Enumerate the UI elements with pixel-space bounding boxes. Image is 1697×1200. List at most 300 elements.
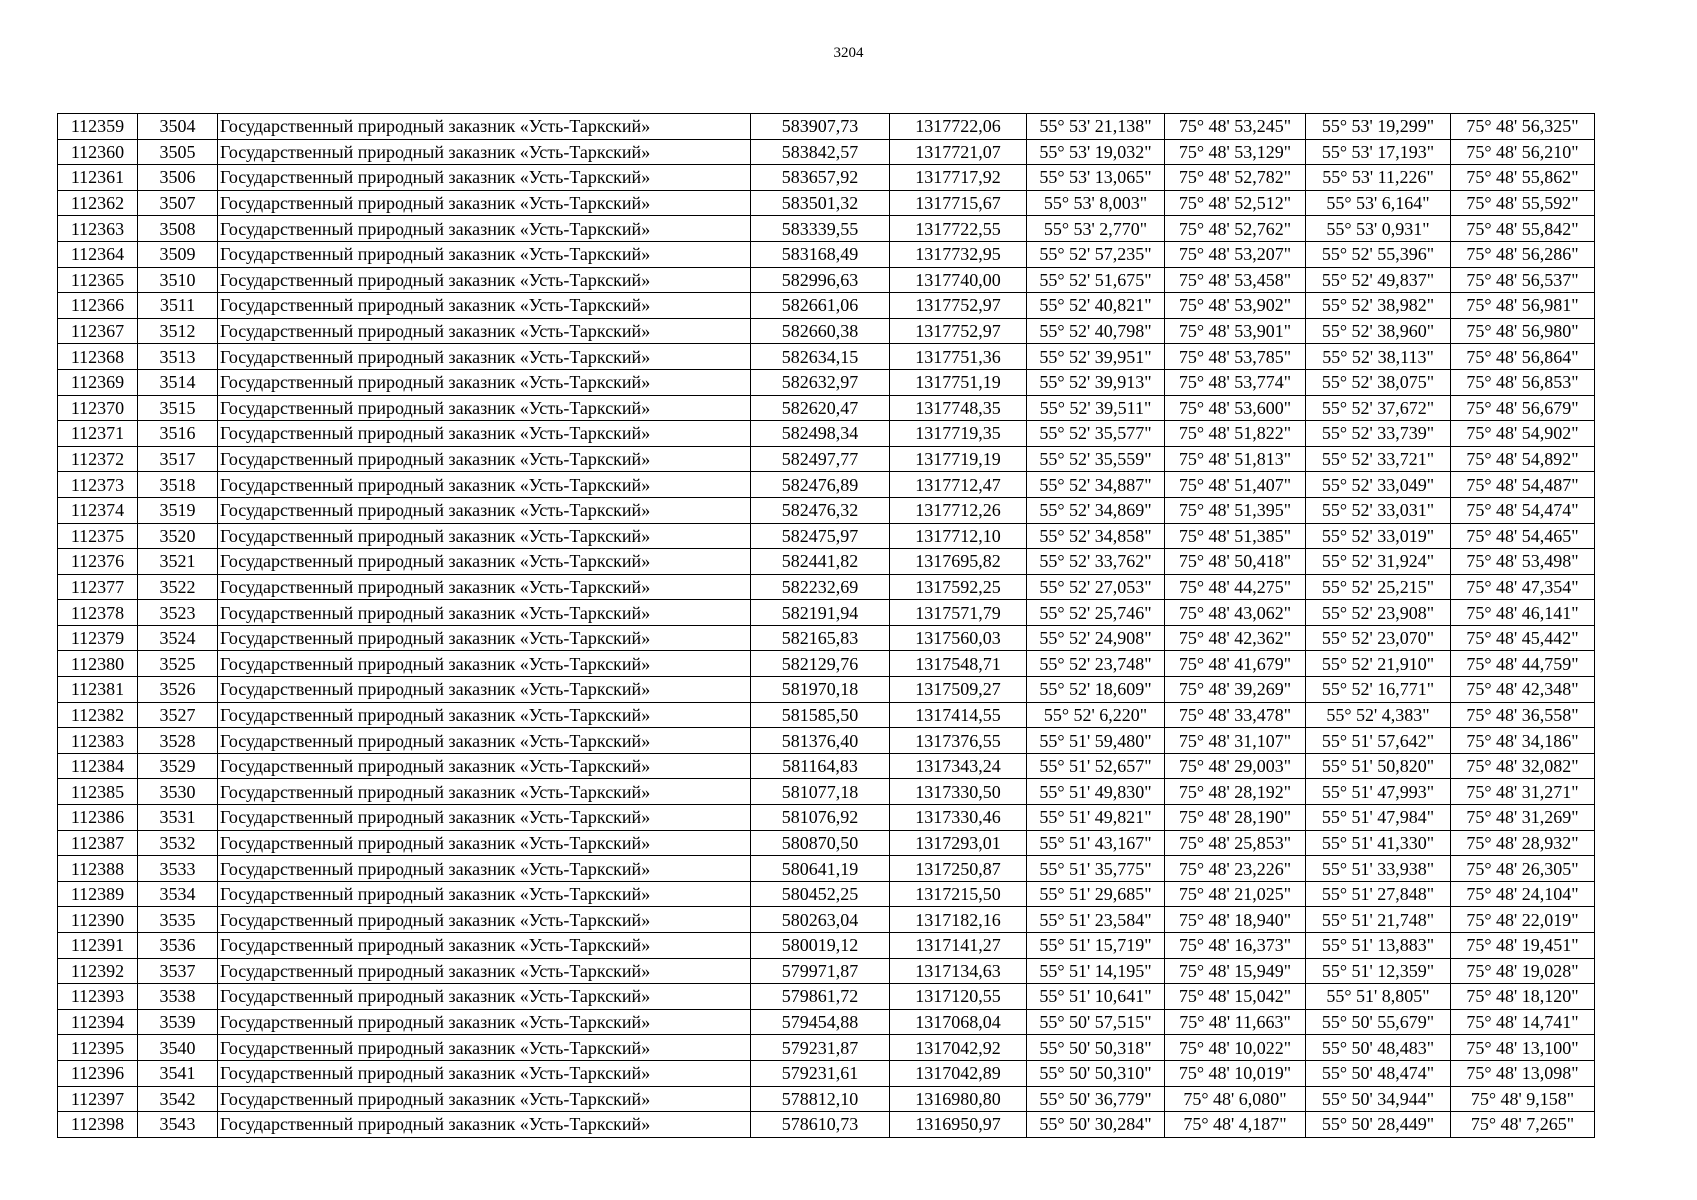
x-coordinate-cell: 581970,18 [751,677,890,703]
point-number-cell: 3507 [138,190,218,216]
table-row [58,728,1595,754]
row-id-cell: 112390 [58,907,138,933]
point-number-cell: 3520 [138,523,218,549]
longitude-cell: 75° 48' 28,190" [1165,805,1306,831]
row-id-cell: 112359 [58,114,138,140]
y-coordinate-cell: 1317717,92 [890,165,1027,191]
object-name-cell: Государственный природный заказник «Усть-Таркский» [218,805,751,831]
x-coordinate-cell: 579231,87 [751,1035,890,1061]
x-coordinate-cell: 581164,83 [751,753,890,779]
point-number-cell: 3504 [138,114,218,140]
table-body [58,114,1595,1138]
y-coordinate-cell: 1317509,27 [890,677,1027,703]
point-number-cell: 3540 [138,1035,218,1061]
table-row [58,1112,1595,1138]
object-name-cell: Государственный природный заказник «Усть-Таркский» [218,369,751,395]
point-number-cell: 3531 [138,805,218,831]
longitude-alt-cell: 75° 48' 56,210" [1451,139,1595,165]
longitude-cell: 75° 48' 53,207" [1165,241,1306,267]
row-id-cell: 112382 [58,702,138,728]
point-number-cell: 3510 [138,267,218,293]
object-name-cell: Государственный природный заказник «Усть-Таркский» [218,114,751,140]
row-id-cell: 112388 [58,856,138,882]
object-name-cell: Государственный природный заказник «Усть-Таркский» [218,574,751,600]
row-id-cell: 112374 [58,497,138,523]
point-number-cell: 3537 [138,958,218,984]
table-row [58,446,1595,472]
table-row [58,805,1595,831]
latitude-alt-cell: 55° 51' 12,359" [1306,958,1451,984]
latitude-alt-cell: 55° 52' 23,908" [1306,600,1451,626]
longitude-alt-cell: 75° 48' 26,305" [1451,856,1595,882]
latitude-cell: 55° 52' 35,577" [1027,421,1165,447]
y-coordinate-cell: 1317330,46 [890,805,1027,831]
longitude-cell: 75° 48' 23,226" [1165,856,1306,882]
x-coordinate-cell: 581077,18 [751,779,890,805]
longitude-cell: 75° 48' 53,600" [1165,395,1306,421]
latitude-alt-cell: 55° 52' 33,049" [1306,472,1451,498]
point-number-cell: 3522 [138,574,218,600]
row-id-cell: 112391 [58,933,138,959]
longitude-cell: 75° 48' 53,901" [1165,318,1306,344]
latitude-cell: 55° 53' 21,138" [1027,114,1165,140]
point-number-cell: 3541 [138,1060,218,1086]
row-id-cell: 112387 [58,830,138,856]
table-row [58,753,1595,779]
point-number-cell: 3523 [138,600,218,626]
point-number-cell: 3538 [138,984,218,1010]
latitude-cell: 55° 51' 49,830" [1027,779,1165,805]
longitude-cell: 75° 48' 52,762" [1165,216,1306,242]
point-number-cell: 3529 [138,753,218,779]
x-coordinate-cell: 582497,77 [751,446,890,472]
longitude-alt-cell: 75° 48' 54,465" [1451,523,1595,549]
row-id-cell: 112376 [58,549,138,575]
latitude-cell: 55° 50' 50,310" [1027,1060,1165,1086]
x-coordinate-cell: 580870,50 [751,830,890,856]
x-coordinate-cell: 580019,12 [751,933,890,959]
latitude-alt-cell: 55° 50' 55,679" [1306,1009,1451,1035]
object-name-cell: Государственный природный заказник «Усть-Таркский» [218,1112,751,1138]
longitude-alt-cell: 75° 48' 28,932" [1451,830,1595,856]
longitude-cell: 75° 48' 18,940" [1165,907,1306,933]
y-coordinate-cell: 1317215,50 [890,881,1027,907]
x-coordinate-cell: 582660,38 [751,318,890,344]
latitude-alt-cell: 55° 51' 27,848" [1306,881,1451,907]
object-name-cell: Государственный природный заказник «Усть-Таркский» [218,958,751,984]
x-coordinate-cell: 582191,94 [751,600,890,626]
latitude-cell: 55° 51' 29,685" [1027,881,1165,907]
longitude-cell: 75° 48' 51,395" [1165,497,1306,523]
longitude-cell: 75° 48' 6,080" [1165,1086,1306,1112]
row-id-cell: 112389 [58,881,138,907]
latitude-cell: 55° 52' 39,511" [1027,395,1165,421]
row-id-cell: 112361 [58,165,138,191]
row-id-cell: 112370 [58,395,138,421]
latitude-alt-cell: 55° 51' 33,938" [1306,856,1451,882]
row-id-cell: 112363 [58,216,138,242]
latitude-alt-cell: 55° 52' 38,960" [1306,318,1451,344]
table-row [58,165,1595,191]
x-coordinate-cell: 582634,15 [751,344,890,370]
latitude-alt-cell: 55° 51' 8,805" [1306,984,1451,1010]
table-row [58,139,1595,165]
object-name-cell: Государственный природный заказник «Усть-Таркский» [218,1086,751,1112]
x-coordinate-cell: 581076,92 [751,805,890,831]
table-row [58,523,1595,549]
object-name-cell: Государственный природный заказник «Усть-Таркский» [218,421,751,447]
point-number-cell: 3517 [138,446,218,472]
y-coordinate-cell: 1317042,92 [890,1035,1027,1061]
object-name-cell: Государственный природный заказник «Усть-Таркский» [218,600,751,626]
y-coordinate-cell: 1317752,97 [890,318,1027,344]
latitude-cell: 55° 52' 35,559" [1027,446,1165,472]
y-coordinate-cell: 1317250,87 [890,856,1027,882]
x-coordinate-cell: 582441,82 [751,549,890,575]
y-coordinate-cell: 1317719,19 [890,446,1027,472]
y-coordinate-cell: 1317740,00 [890,267,1027,293]
object-name-cell: Государственный природный заказник «Усть-Таркский» [218,216,751,242]
longitude-alt-cell: 75° 48' 9,158" [1451,1086,1595,1112]
longitude-alt-cell: 75° 48' 44,759" [1451,651,1595,677]
y-coordinate-cell: 1317414,55 [890,702,1027,728]
point-number-cell: 3515 [138,395,218,421]
longitude-cell: 75° 48' 51,407" [1165,472,1306,498]
latitude-alt-cell: 55° 52' 25,215" [1306,574,1451,600]
longitude-alt-cell: 75° 48' 55,862" [1451,165,1595,191]
y-coordinate-cell: 1317751,19 [890,369,1027,395]
row-id-cell: 112373 [58,472,138,498]
point-number-cell: 3521 [138,549,218,575]
y-coordinate-cell: 1317722,06 [890,114,1027,140]
longitude-alt-cell: 75° 48' 56,853" [1451,369,1595,395]
longitude-alt-cell: 75° 48' 56,537" [1451,267,1595,293]
longitude-alt-cell: 75° 48' 54,902" [1451,421,1595,447]
table-row [58,779,1595,805]
object-name-cell: Государственный природный заказник «Усть-Таркский» [218,344,751,370]
longitude-alt-cell: 75° 48' 46,141" [1451,600,1595,626]
longitude-cell: 75° 48' 15,949" [1165,958,1306,984]
row-id-cell: 112372 [58,446,138,472]
y-coordinate-cell: 1317548,71 [890,651,1027,677]
x-coordinate-cell: 583907,73 [751,114,890,140]
object-name-cell: Государственный природный заказник «Усть-Таркский» [218,753,751,779]
longitude-alt-cell: 75° 48' 18,120" [1451,984,1595,1010]
row-id-cell: 112398 [58,1112,138,1138]
object-name-cell: Государственный природный заказник «Усть-Таркский» [218,830,751,856]
latitude-cell: 55° 51' 15,719" [1027,933,1165,959]
y-coordinate-cell: 1317721,07 [890,139,1027,165]
latitude-alt-cell: 55° 50' 34,944" [1306,1086,1451,1112]
x-coordinate-cell: 582232,69 [751,574,890,600]
latitude-alt-cell: 55° 52' 38,982" [1306,293,1451,319]
table-row [58,984,1595,1010]
longitude-alt-cell: 75° 48' 56,981" [1451,293,1595,319]
longitude-cell: 75° 48' 44,275" [1165,574,1306,600]
row-id-cell: 112380 [58,651,138,677]
longitude-alt-cell: 75° 48' 56,286" [1451,241,1595,267]
y-coordinate-cell: 1317732,95 [890,241,1027,267]
longitude-alt-cell: 75° 48' 53,498" [1451,549,1595,575]
object-name-cell: Государственный природный заказник «Усть-Таркский» [218,881,751,907]
row-id-cell: 112396 [58,1060,138,1086]
row-id-cell: 112368 [58,344,138,370]
coordinates-table [57,113,1595,1138]
y-coordinate-cell: 1317120,55 [890,984,1027,1010]
x-coordinate-cell: 582165,83 [751,625,890,651]
x-coordinate-cell: 579861,72 [751,984,890,1010]
latitude-cell: 55° 50' 50,318" [1027,1035,1165,1061]
longitude-alt-cell: 75° 48' 19,451" [1451,933,1595,959]
y-coordinate-cell: 1317376,55 [890,728,1027,754]
latitude-cell: 55° 52' 39,951" [1027,344,1165,370]
table-row [58,881,1595,907]
object-name-cell: Государственный природный заказник «Усть-Таркский» [218,1060,751,1086]
longitude-alt-cell: 75° 48' 13,098" [1451,1060,1595,1086]
object-name-cell: Государственный природный заказник «Усть-Таркский» [218,293,751,319]
x-coordinate-cell: 579231,61 [751,1060,890,1086]
y-coordinate-cell: 1317571,79 [890,600,1027,626]
object-name-cell: Государственный природный заказник «Усть-Таркский» [218,497,751,523]
latitude-alt-cell: 55° 52' 38,113" [1306,344,1451,370]
latitude-alt-cell: 55° 51' 50,820" [1306,753,1451,779]
x-coordinate-cell: 582620,47 [751,395,890,421]
point-number-cell: 3511 [138,293,218,319]
row-id-cell: 112393 [58,984,138,1010]
x-coordinate-cell: 580263,04 [751,907,890,933]
page-number: 3204 [833,45,864,61]
row-id-cell: 112384 [58,753,138,779]
object-name-cell: Государственный природный заказник «Усть-Таркский» [218,702,751,728]
table-row [58,600,1595,626]
x-coordinate-cell: 580452,25 [751,881,890,907]
object-name-cell: Государственный природный заказник «Усть-Таркский» [218,139,751,165]
longitude-alt-cell: 75° 48' 19,028" [1451,958,1595,984]
object-name-cell: Государственный природный заказник «Усть-Таркский» [218,1009,751,1035]
latitude-alt-cell: 55° 51' 57,642" [1306,728,1451,754]
table-row [58,651,1595,677]
x-coordinate-cell: 583339,55 [751,216,890,242]
latitude-cell: 55° 52' 40,798" [1027,318,1165,344]
row-id-cell: 112365 [58,267,138,293]
row-id-cell: 112381 [58,677,138,703]
table-row [58,241,1595,267]
table-row [58,625,1595,651]
latitude-alt-cell: 55° 52' 33,019" [1306,523,1451,549]
latitude-alt-cell: 55° 52' 38,075" [1306,369,1451,395]
x-coordinate-cell: 579971,87 [751,958,890,984]
object-name-cell: Государственный природный заказник «Усть-Таркский» [218,523,751,549]
latitude-cell: 55° 50' 36,779" [1027,1086,1165,1112]
y-coordinate-cell: 1317715,67 [890,190,1027,216]
longitude-cell: 75° 48' 33,478" [1165,702,1306,728]
latitude-alt-cell: 55° 52' 21,910" [1306,651,1451,677]
longitude-alt-cell: 75° 48' 32,082" [1451,753,1595,779]
table-row [58,293,1595,319]
table-row [58,267,1595,293]
latitude-cell: 55° 52' 40,821" [1027,293,1165,319]
row-id-cell: 112377 [58,574,138,600]
longitude-alt-cell: 75° 48' 24,104" [1451,881,1595,907]
y-coordinate-cell: 1317293,01 [890,830,1027,856]
y-coordinate-cell: 1317330,50 [890,779,1027,805]
object-name-cell: Государственный природный заказник «Усть-Таркский» [218,395,751,421]
object-name-cell: Государственный природный заказник «Усть-Таркский» [218,856,751,882]
x-coordinate-cell: 582661,06 [751,293,890,319]
row-id-cell: 112360 [58,139,138,165]
table-row [58,958,1595,984]
table-row [58,344,1595,370]
row-id-cell: 112369 [58,369,138,395]
longitude-alt-cell: 75° 48' 42,348" [1451,677,1595,703]
latitude-cell: 55° 52' 57,235" [1027,241,1165,267]
longitude-cell: 75° 48' 31,107" [1165,728,1306,754]
row-id-cell: 112392 [58,958,138,984]
object-name-cell: Государственный природный заказник «Усть-Таркский» [218,190,751,216]
longitude-alt-cell: 75° 48' 54,892" [1451,446,1595,472]
latitude-alt-cell: 55° 53' 11,226" [1306,165,1451,191]
longitude-cell: 75° 48' 4,187" [1165,1112,1306,1138]
point-number-cell: 3509 [138,241,218,267]
y-coordinate-cell: 1317751,36 [890,344,1027,370]
y-coordinate-cell: 1317134,63 [890,958,1027,984]
point-number-cell: 3534 [138,881,218,907]
table-row [58,421,1595,447]
point-number-cell: 3512 [138,318,218,344]
table-row [58,677,1595,703]
latitude-cell: 55° 53' 8,003" [1027,190,1165,216]
latitude-alt-cell: 55° 50' 28,449" [1306,1112,1451,1138]
longitude-cell: 75° 48' 51,385" [1165,523,1306,549]
latitude-cell: 55° 52' 23,748" [1027,651,1165,677]
row-id-cell: 112364 [58,241,138,267]
longitude-cell: 75° 48' 16,373" [1165,933,1306,959]
latitude-cell: 55° 52' 34,858" [1027,523,1165,549]
longitude-cell: 75° 48' 39,269" [1165,677,1306,703]
longitude-cell: 75° 48' 50,418" [1165,549,1306,575]
longitude-alt-cell: 75° 48' 36,558" [1451,702,1595,728]
y-coordinate-cell: 1317068,04 [890,1009,1027,1035]
table-row [58,1086,1595,1112]
y-coordinate-cell: 1317752,97 [890,293,1027,319]
table-row [58,856,1595,882]
longitude-cell: 75° 48' 51,813" [1165,446,1306,472]
object-name-cell: Государственный природный заказник «Усть-Таркский» [218,472,751,498]
row-id-cell: 112383 [58,728,138,754]
object-name-cell: Государственный природный заказник «Усть-Таркский» [218,779,751,805]
latitude-alt-cell: 55° 53' 19,299" [1306,114,1451,140]
object-name-cell: Государственный природный заказник «Усть-Таркский» [218,933,751,959]
y-coordinate-cell: 1316950,97 [890,1112,1027,1138]
longitude-cell: 75° 48' 21,025" [1165,881,1306,907]
table-row [58,933,1595,959]
x-coordinate-cell: 581585,50 [751,702,890,728]
x-coordinate-cell: 582129,76 [751,651,890,677]
longitude-cell: 75° 48' 53,902" [1165,293,1306,319]
longitude-cell: 75° 48' 15,042" [1165,984,1306,1010]
longitude-cell: 75° 48' 52,782" [1165,165,1306,191]
y-coordinate-cell: 1317712,10 [890,523,1027,549]
table-row [58,190,1595,216]
object-name-cell: Государственный природный заказник «Усть-Таркский» [218,651,751,677]
latitude-alt-cell: 55° 51' 47,984" [1306,805,1451,831]
latitude-cell: 55° 53' 19,032" [1027,139,1165,165]
table-row [58,318,1595,344]
point-number-cell: 3532 [138,830,218,856]
object-name-cell: Государственный природный заказник «Усть-Таркский» [218,1035,751,1061]
longitude-cell: 75° 48' 52,512" [1165,190,1306,216]
latitude-cell: 55° 51' 52,657" [1027,753,1165,779]
x-coordinate-cell: 583501,32 [751,190,890,216]
point-number-cell: 3528 [138,728,218,754]
longitude-cell: 75° 48' 42,362" [1165,625,1306,651]
longitude-alt-cell: 75° 48' 31,269" [1451,805,1595,831]
point-number-cell: 3527 [138,702,218,728]
point-number-cell: 3516 [138,421,218,447]
point-number-cell: 3526 [138,677,218,703]
object-name-cell: Государственный природный заказник «Усть-Таркский» [218,241,751,267]
latitude-alt-cell: 55° 51' 47,993" [1306,779,1451,805]
longitude-alt-cell: 75° 48' 22,019" [1451,907,1595,933]
longitude-alt-cell: 75° 48' 56,864" [1451,344,1595,370]
longitude-cell: 75° 48' 53,785" [1165,344,1306,370]
row-id-cell: 112366 [58,293,138,319]
row-id-cell: 112386 [58,805,138,831]
row-id-cell: 112367 [58,318,138,344]
point-number-cell: 3530 [138,779,218,805]
longitude-alt-cell: 75° 48' 34,186" [1451,728,1595,754]
longitude-alt-cell: 75° 48' 54,487" [1451,472,1595,498]
row-id-cell: 112371 [58,421,138,447]
x-coordinate-cell: 582996,63 [751,267,890,293]
table-row [58,702,1595,728]
table-row [58,216,1595,242]
longitude-alt-cell: 75° 48' 54,474" [1451,497,1595,523]
longitude-cell: 75° 48' 53,774" [1165,369,1306,395]
row-id-cell: 112394 [58,1009,138,1035]
point-number-cell: 3535 [138,907,218,933]
longitude-cell: 75° 48' 10,019" [1165,1060,1306,1086]
latitude-cell: 55° 50' 30,284" [1027,1112,1165,1138]
x-coordinate-cell: 580641,19 [751,856,890,882]
latitude-alt-cell: 55° 52' 33,739" [1306,421,1451,447]
latitude-cell: 55° 51' 23,584" [1027,907,1165,933]
latitude-cell: 55° 52' 27,053" [1027,574,1165,600]
row-id-cell: 112395 [58,1035,138,1061]
latitude-cell: 55° 51' 43,167" [1027,830,1165,856]
latitude-cell: 55° 52' 18,609" [1027,677,1165,703]
point-number-cell: 3508 [138,216,218,242]
longitude-cell: 75° 48' 43,062" [1165,600,1306,626]
x-coordinate-cell: 578610,73 [751,1112,890,1138]
point-number-cell: 3506 [138,165,218,191]
longitude-cell: 75° 48' 51,822" [1165,421,1306,447]
table-row [58,472,1595,498]
longitude-alt-cell: 75° 48' 55,842" [1451,216,1595,242]
longitude-alt-cell: 75° 48' 45,442" [1451,625,1595,651]
y-coordinate-cell: 1316980,80 [890,1086,1027,1112]
latitude-alt-cell: 55° 53' 0,931" [1306,216,1451,242]
row-id-cell: 112378 [58,600,138,626]
x-coordinate-cell: 578812,10 [751,1086,890,1112]
point-number-cell: 3513 [138,344,218,370]
y-coordinate-cell: 1317343,24 [890,753,1027,779]
row-id-cell: 112362 [58,190,138,216]
table-row [58,395,1595,421]
table-row [58,1035,1595,1061]
latitude-cell: 55° 52' 33,762" [1027,549,1165,575]
y-coordinate-cell: 1317141,27 [890,933,1027,959]
